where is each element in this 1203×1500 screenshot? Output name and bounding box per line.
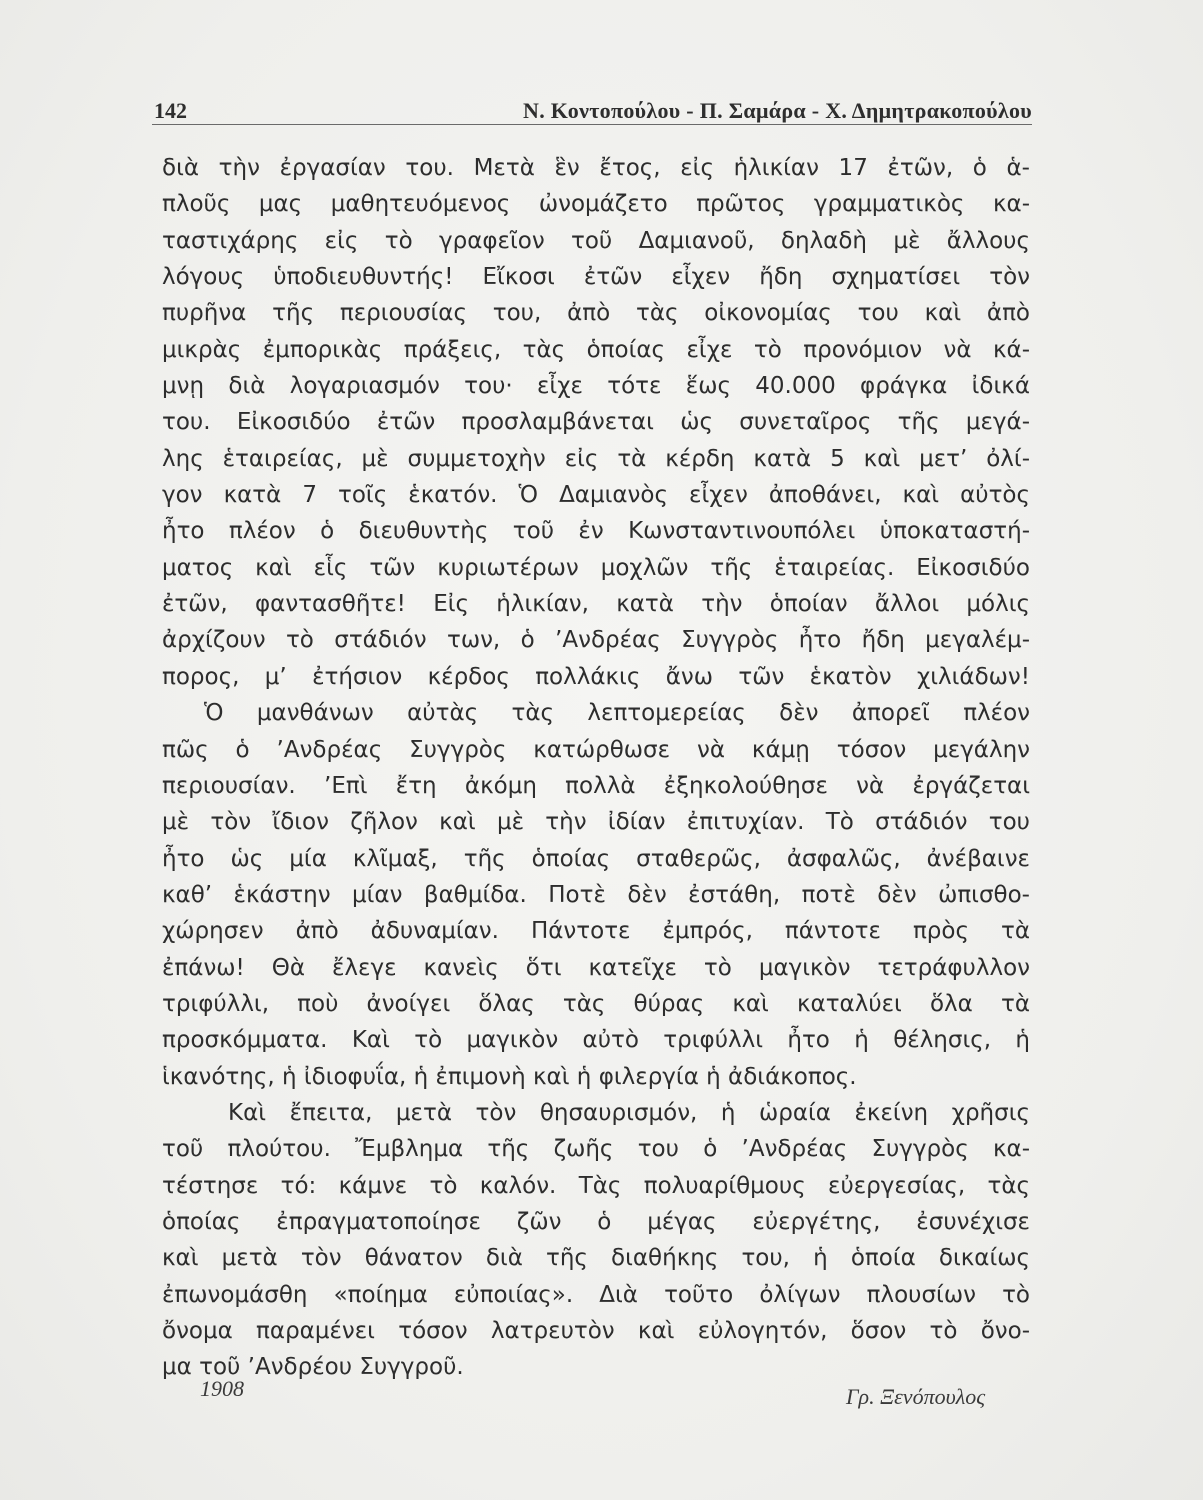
text-line: ἱκανότης, ἡ ἰδιοφυΐα, ἡ ἐπιμονὴ καὶ ἡ φιλεργία ἡ ἀδιάκοπος. [162,1063,857,1090]
footer-year: 1908 [200,1376,244,1401]
text-line: πλοῦς μας μαθητευόμενος ὠνομάζετο πρῶτος γραμματικὸς κα- [162,191,1030,218]
text-line: περιουσίαν. ’Επὶ ἔτη ἀκόμη πολλὰ ἐξηκολούθησε νὰ ἐργάζεται [162,772,1030,799]
text-line: μνῃ διὰ λογαριασμόν του· εἶχε τότε ἕως 40.000 φράγκα ἰδικά [162,373,1030,400]
text-line: τριφύλλι, ποὺ ἀνοίγει ὅλας τὰς θύρας καὶ καταλύει ὅλα τὰ [162,990,1030,1017]
text-line: πορος, μ’ ἐτήσιον κέρδος πολλάκις ἄνω τῶν ἑκατὸν χιλιάδων! [162,663,1030,690]
text-line: ἦτο πλέον ὁ διευθυντὴς τοῦ ἐν Κωνσταντινουπόλει ὑποκαταστή- [162,518,1030,545]
text-line: διὰ τὴν ἐργασίαν του. Μετὰ ἓν ἔτος, εἰς ἡλικίαν 17 ἐτῶν, ὁ ἁ- [162,155,1030,181]
text-line: ὁποίας ἐπραγματοποίησε ζῶν ὁ μέγας εὐεργέτης, ἐσυνέχισε [162,1208,1030,1235]
text-line: ἐπωνομάσθη «ποίημα εὐποιίας». Διὰ τοῦτο ὀλίγων πλουσίων τὸ [162,1281,1030,1308]
page-number: 142 [154,98,187,123]
text-line: ἦτο ὡς μία κλῖμαξ, τῆς ὁποίας σταθερῶς, ἀσφαλῶς, ἀνέβαινε [162,845,1030,872]
text-line: ἐπάνω! Θὰ ἔλεγε κανεὶς ὅτι κατεῖχε τὸ μαγικὸν τετράφυλλον [162,954,1030,981]
text-line: ἀρχίζουν τὸ στάδιόν των, ὁ ’Ανδρέας Συγγρὸς ἦτο ἤδη μεγαλέμ- [162,627,1030,654]
text-line: λης ἑταιρείας, μὲ συμμετοχὴν εἰς τὰ κέρδη κατὰ 5 καὶ μετ’ ὀλί- [162,445,1030,472]
text-line: τέστησε τό: κάμνε τὸ καλόν. Τὰς πολυαρίθμους εὐεργεσίας, τὰς [162,1172,1030,1199]
text-line: προσκόμματα. Καὶ τὸ μαγικὸν αὐτὸ τριφύλλι ἦτο ἡ θέλησις, ἡ [162,1027,1030,1054]
text-line: καὶ μετὰ τὸν θάνατον διὰ τῆς διαθήκης του, ἡ ὁποία δικαίως [162,1245,1030,1272]
text-line: ταστιχάρης εἰς τὸ γραφεῖον τοῦ Δαμιανοῦ, δηλαδὴ μὲ ἄλλους [162,227,1030,254]
text-line: καθ’ ἑκάστην μίαν βαθμίδα. Ποτὲ δὲν ἐστάθη, ποτὲ δὲν ὠπισθο- [162,881,1030,908]
running-header [152,92,1032,128]
text-line: λόγους ὑποδιευθυντής! Εἴκοσι ἐτῶν εἶχεν ἤδη σχηματίσει τὸν [162,264,1030,291]
text-line: Ὁ μανθάνων αὐτὰς τὰς λεπτομερείας δὲν ἀπορεῖ πλέον [204,700,1030,727]
header-authors: Ν. Κοντοπούλου - Π. Σαμάρα - Χ. Δημητρακοπούλου [523,98,1032,123]
text-line: του. Εἰκοσιδύο ἐτῶν προσλαμβάνεται ὡς συνεταῖρος τῆς μεγά- [162,409,1030,436]
text-line: Καὶ ἔπειτα, μετὰ τὸν θησαυρισμόν, ἡ ὡραία ἐκείνη χρῆσις [228,1099,1030,1126]
footer-signature: Γρ. Ξενόπουλος [846,1384,986,1409]
text-line: πῶς ὁ ’Ανδρέας Συγγρὸς κατώρθωσε νὰ κάμῃ τόσον μεγάλην [162,736,1030,763]
text-line: μὲ τὸν ἴδιον ζῆλον καὶ μὲ τὴν ἰδίαν ἐπιτυχίαν. Τὸ στάδιόν του [162,809,1030,836]
text-line: ἐτῶν, φαντασθῆτε! Εἰς ἡλικίαν, κατὰ τὴν ὁποίαν ἄλλοι μόλις [162,591,1030,618]
text-line: ματος καὶ εἷς τῶν κυριωτέρων μοχλῶν τῆς ἑταιρείας. Εἰκοσιδύο [162,554,1030,581]
body-text [162,150,1030,1386]
text-line: χώρησεν ἀπὸ ἀδυναμίαν. Πάντοτε ἐμπρός, πάντοτε πρὸς τὰ [162,918,1030,945]
text-line: γον κατὰ 7 τοῖς ἑκατόν. Ὁ Δαμιανὸς εἶχεν ἀποθάνει, καὶ αὐτὸς [162,482,1030,509]
text-line: πυρῆνα τῆς περιουσίας του, ἀπὸ τὰς οἰκονομίας του καὶ ἀπὸ [162,300,1030,327]
text-line: μα τοῦ ’Ανδρέου Συγγροῦ. [162,1354,464,1381]
text-line: μικρὰς ἐμπορικὰς πράξεις, τὰς ὁποίας εἶχε τὸ προνόμιον νὰ κά- [162,336,1030,363]
text-line: ὄνομα παραμένει τόσον λατρευτὸν καὶ εὐλογητόν, ὅσον τὸ ὄνο- [162,1318,1030,1344]
header-rule [152,124,1032,125]
text-line: τοῦ πλούτου. Ἔμβλημα τῆς ζωῆς του ὁ ’Ανδρέας Συγγρὸς κα- [162,1136,1030,1163]
